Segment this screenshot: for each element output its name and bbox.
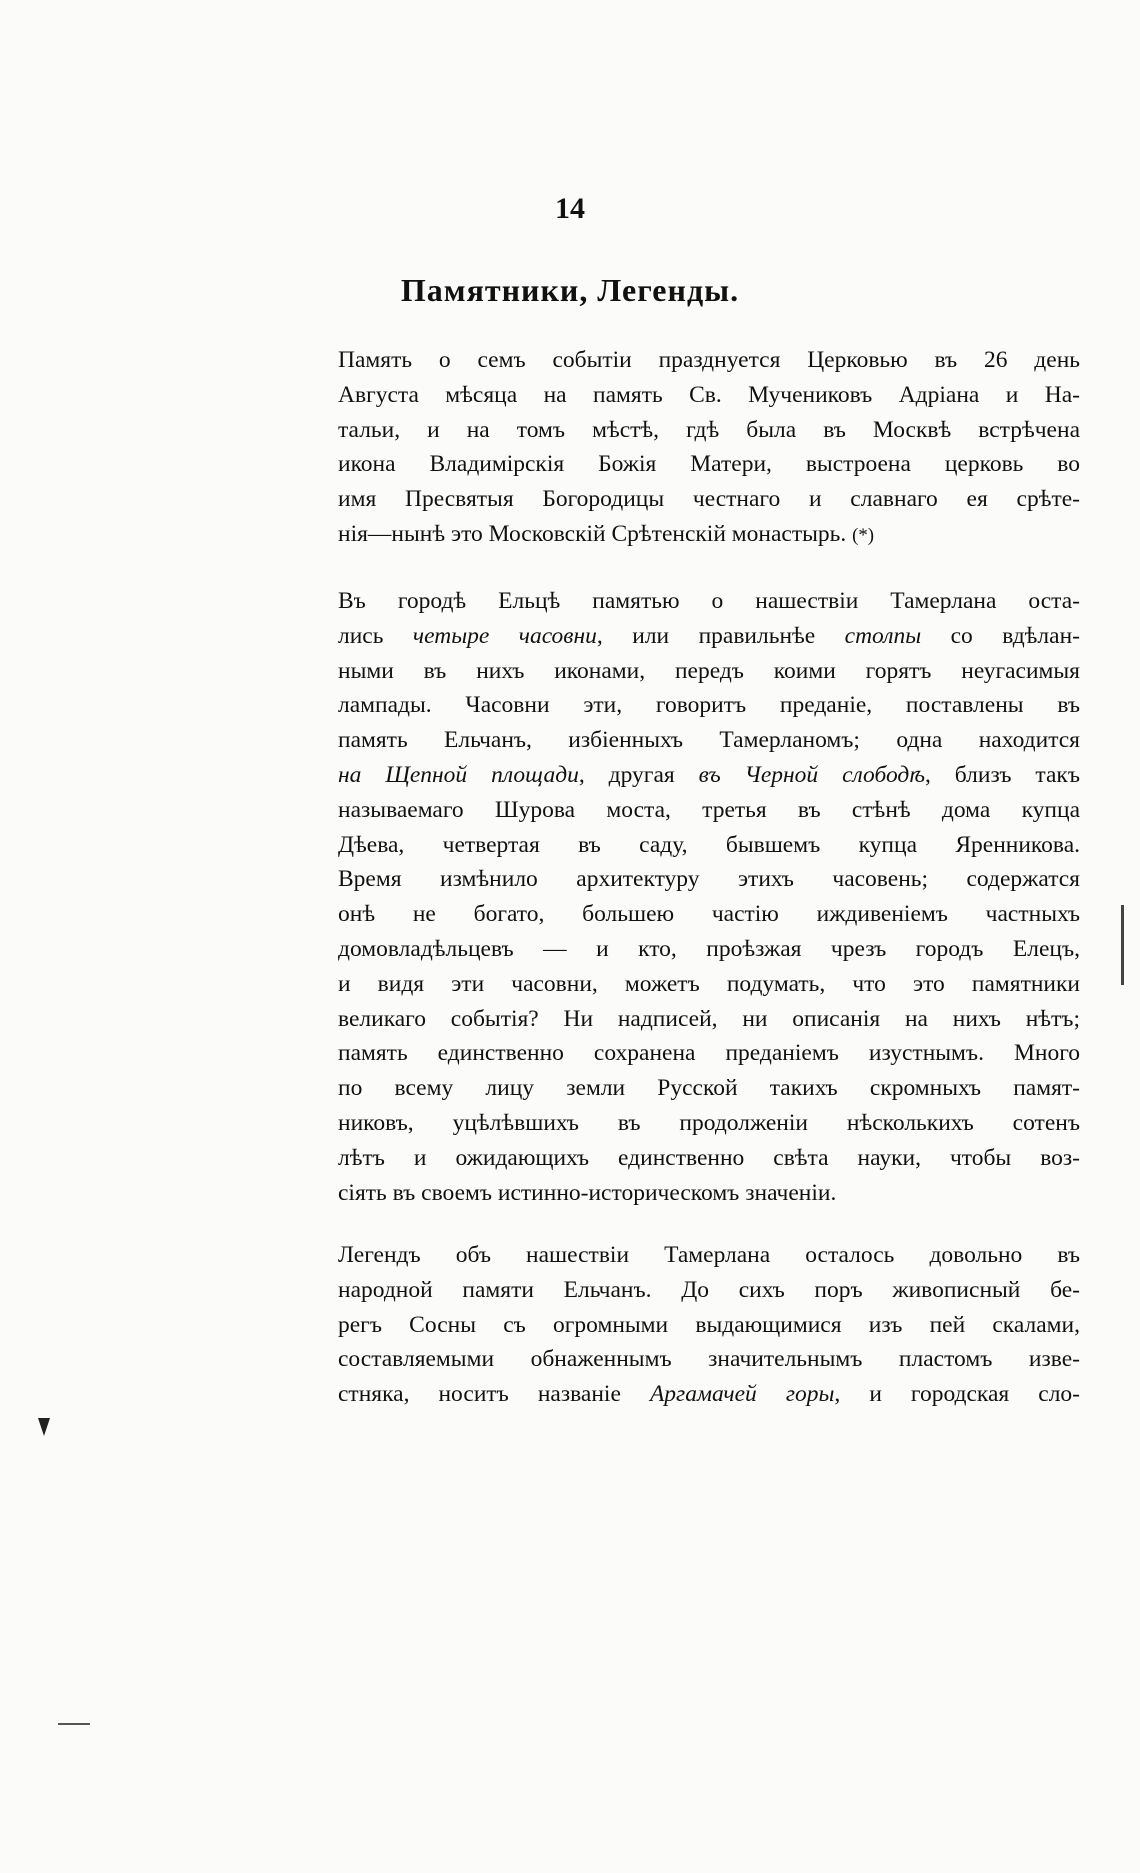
paragraph-3	[338, 1238, 1080, 1412]
text-segment: нія—нынѣ это Московскій Срѣтенскій монастырь.	[338, 520, 847, 547]
text-segment: онѣ не богато, большею частію иждивеніемъ частныхъ	[338, 901, 1080, 928]
text-segment: память Ельчанъ, избіенныхъ Тамерланомъ; одна находится	[338, 727, 1080, 754]
text-line	[338, 654, 1080, 689]
margin-line	[1121, 905, 1124, 985]
text-segment: , и городская сло-	[834, 1381, 1080, 1408]
text-line: Августа мѣсяца на память Св. Мучениковъ Адріана и На-	[338, 381, 1080, 408]
text-segment: лѣтъ и ожидающихъ единственно свѣта науки, чтобы воз-	[338, 1144, 1080, 1171]
text-segment: составляемыми обнаженнымъ значительнымъ пластомъ изве-	[338, 1346, 1080, 1373]
text-segment: ными въ нихъ иконами, передъ коими горятъ неугасимыя	[338, 657, 1080, 684]
page-number: 14	[555, 192, 585, 225]
text-line	[338, 967, 1080, 1002]
text-line	[338, 619, 1080, 654]
text-line: Память о семъ событіи празднуется Церковью въ 26 день	[338, 347, 1080, 373]
text-segment: Дѣева, четвертая въ саду, бывшемъ купца Яренникова.	[338, 831, 1080, 858]
text-line	[338, 1377, 1080, 1412]
text-line	[338, 1141, 1080, 1176]
text-segment: , другая	[578, 761, 699, 788]
text-segment: народной памяти Ельчанъ. До сихъ поръ живописный бе-	[338, 1276, 1080, 1303]
text-line	[338, 1308, 1080, 1343]
text-segment: память единственно сохранена преданіемъ изустнымъ. Много	[338, 1040, 1080, 1067]
text-line: имя Пресвятыя Богородицы честнаго и славнаго ея срѣте-	[338, 486, 1080, 513]
paragraph-1	[338, 343, 1080, 554]
text-line	[338, 793, 1080, 828]
text-segment: и видя эти часовни, можетъ подумать, что это памятники	[338, 970, 1080, 997]
text-line: икона Владимірскія Божія Матери, выстроена церковь во	[338, 451, 1080, 478]
text-line	[338, 517, 1080, 554]
text-segment: Легендъ объ нашествіи Тамерлана осталось довольно въ	[338, 1242, 1080, 1268]
text-segment: никовъ, уцѣлѣвшихъ въ продолженіи нѣсколькихъ сотенъ	[338, 1109, 1080, 1136]
text-segment: лампады. Часовни эти, говоритъ преданіе, поставлены въ	[338, 692, 1080, 719]
text-line	[338, 1176, 1080, 1211]
italic-phrase: Аргамачей горы	[649, 1381, 835, 1408]
text-segment: сіять въ своемъ истинно-историческомъ значеніи.	[338, 1179, 837, 1206]
text-segment: лись	[338, 622, 413, 649]
paragraph-2	[338, 584, 1080, 1210]
text-line	[338, 828, 1080, 863]
margin-mark	[38, 1418, 50, 1436]
text-segment: называемаго Шурова моста, третья въ стѣнѣ дома купца	[338, 796, 1080, 823]
section-heading: Памятники, Легенды.	[400, 272, 740, 308]
footnote-mark: (*)	[852, 524, 875, 546]
text-line	[338, 1342, 1080, 1377]
italic-phrase: въ Черной слободѣ	[698, 761, 925, 788]
text-segment: Время измѣнило архитектуру этихъ часовень; содержатся	[338, 866, 1080, 893]
text-segment: со вдѣлан-	[921, 622, 1080, 649]
margin-rule	[58, 1723, 90, 1725]
text-line: тальи, и на томъ мѣстѣ, гдѣ была въ Москвѣ встрѣчена	[338, 416, 1080, 443]
text-line	[338, 1238, 1080, 1273]
text-segment: стняка, носитъ названіе	[338, 1381, 650, 1408]
text-segment: Въ городѣ Ельцѣ памятью о нашествіи Тамерлана оста-	[338, 588, 1080, 614]
text-line	[338, 758, 1080, 793]
text-segment: , или правильнѣе	[596, 622, 845, 649]
text-segment: регъ Сосны съ огромными выдающимися изъ пей скалами,	[338, 1311, 1080, 1338]
text-segment: домовладѣльцевъ — и кто, проѣзжая чрезъ городъ Елецъ,	[338, 935, 1080, 962]
text-line	[338, 1071, 1080, 1106]
text-line	[338, 688, 1080, 723]
text-segment: по всему лицу земли Русской такихъ скромныхъ памят-	[338, 1075, 1080, 1102]
italic-phrase: четыре часовни	[412, 622, 597, 649]
text-line	[338, 897, 1080, 932]
italic-phrase: столпы	[844, 622, 922, 649]
text-line	[338, 1273, 1080, 1308]
text-line	[338, 1002, 1080, 1037]
text-line	[338, 1036, 1080, 1071]
text-line	[338, 723, 1080, 758]
text-line	[338, 862, 1080, 897]
text-line	[338, 584, 1080, 619]
text-line	[338, 1106, 1080, 1141]
text-segment: , близъ такъ	[925, 761, 1080, 788]
italic-phrase: на Щепной площади	[338, 761, 579, 788]
text-segment: великаго событія? Ни надписей, ни описанія на нихъ нѣтъ;	[338, 1005, 1080, 1032]
text-line	[338, 932, 1080, 967]
